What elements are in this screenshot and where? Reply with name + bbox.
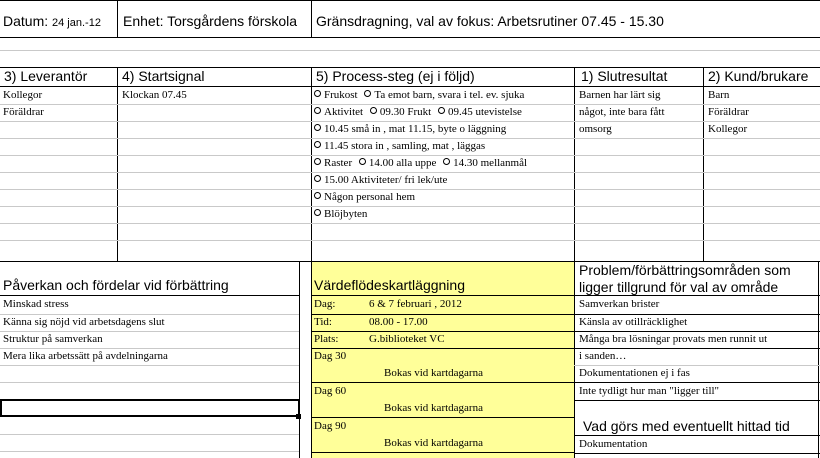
dag90-label: Dag 90 [314, 420, 347, 432]
leverantor-heading: 3) Leverantör [4, 68, 88, 84]
slutresultat-item: något, inte bara fått [579, 106, 665, 118]
bullet-icon [364, 90, 371, 97]
paverkan-item: Minskad stress [3, 298, 69, 310]
problem-heading: Problem/förbättringsområden som ligger tillgrund för val av område [579, 262, 791, 295]
bullet-icon [443, 158, 450, 165]
bullet-icon [314, 175, 321, 182]
paverkan-heading: Påverkan och fördelar vid förbättring [3, 277, 229, 293]
process-heading: 5) Process-steg (ej i följd) [316, 68, 475, 84]
enhet-field: Enhet: Torsgårdens förskola [123, 13, 298, 29]
slutresultat-item: Barnen har lärt sig [579, 89, 661, 101]
process-row: Frukost Ta emot barn, svara i tel. ev. sjuka [313, 89, 524, 102]
problem-item: Många bra lösningar provats men runnit ut [579, 333, 768, 345]
bullet-icon [314, 192, 321, 199]
slutresultat-item: omsorg [579, 123, 612, 135]
process-row: Någon personal hem [313, 191, 415, 204]
bullet-icon [359, 158, 366, 165]
process-row: 15.00 Aktiviteter/ fri lek/ute [313, 174, 447, 187]
slutresultat-heading: 1) Slutresultat [581, 68, 668, 84]
plats-label: Plats: [314, 333, 339, 345]
bullet-icon [314, 141, 321, 148]
bullet-icon [314, 107, 321, 114]
tid-value: 08.00 - 17.00 [369, 316, 428, 328]
problem-item: Samverkan brister [579, 298, 660, 310]
dag60-label: Dag 60 [314, 385, 347, 397]
bullet-icon [314, 90, 321, 97]
atgard-heading: Vad görs med eventuellt hittad tid [583, 418, 790, 434]
dag-label: Dag: [314, 298, 336, 310]
kund-item: Barn [708, 89, 730, 101]
process-row: Raster 14.00 alla uppe 14.30 mellanmål [313, 157, 527, 170]
dag-value: 6 & 7 februari , 2012 [369, 298, 462, 310]
startsignal-heading: 4) Startsignal [122, 68, 205, 84]
selected-cell[interactable] [0, 399, 300, 417]
bullet-icon [314, 209, 321, 216]
problem-item: i sanden… [579, 350, 627, 362]
process-row: Aktivitet 09.30 Frukt 09.45 utevistelse [313, 106, 522, 119]
problem-item: Dokumentationen ej i fas [579, 367, 690, 379]
paverkan-item: Mera lika arbetssätt på avdelningarna [3, 350, 168, 362]
kund-heading: 2) Kund/brukare [708, 68, 809, 84]
fill-handle[interactable] [296, 414, 301, 419]
dag30-booking: Bokas vid kartdagarna [384, 367, 483, 379]
plats-value: G.biblioteket VC [369, 333, 445, 345]
leverantor-item: Föräldrar [3, 106, 44, 118]
bullet-icon [314, 124, 321, 131]
dag90-booking: Bokas vid kartdagarna [384, 437, 483, 449]
dag60-booking: Bokas vid kartdagarna [384, 402, 483, 414]
leverantor-item: Kollegor [3, 89, 43, 101]
bullet-icon [438, 107, 445, 114]
datum-field [3, 13, 101, 32]
startsignal-item: Klockan 07.45 [122, 89, 187, 101]
process-row: 11.45 stora in , samling, mat , läggas [313, 140, 485, 153]
vardeflode-heading: Värdeflödeskartläggning [314, 277, 465, 293]
atgard-item: Dokumentation [579, 438, 648, 450]
process-row: Blöjbyten [313, 208, 367, 221]
problem-item: Känsla av otillräcklighet [579, 316, 688, 328]
datum-value: 24 jan.-12 [52, 17, 101, 29]
bullet-icon [314, 158, 321, 165]
problem-item: Inte tydligt hur man "ligger till" [579, 385, 720, 397]
paverkan-item: Struktur på samverkan [3, 333, 103, 345]
paverkan-item: Känna sig nöjd vid arbetsdagens slut [3, 316, 165, 328]
page-title: Gränsdragning, val av fokus: Arbetsrutiner 07.45 - 15.30 [316, 13, 664, 29]
tid-label: Tid: [314, 316, 332, 328]
dag30-label: Dag 30 [314, 350, 347, 362]
kund-item: Föräldrar [708, 106, 749, 118]
process-row: 10.45 små in , mat 11.15, byte o läggning [313, 123, 506, 136]
datum-label: Datum: [3, 13, 49, 29]
bullet-icon [370, 107, 377, 114]
kund-item: Kollegor [708, 123, 748, 135]
